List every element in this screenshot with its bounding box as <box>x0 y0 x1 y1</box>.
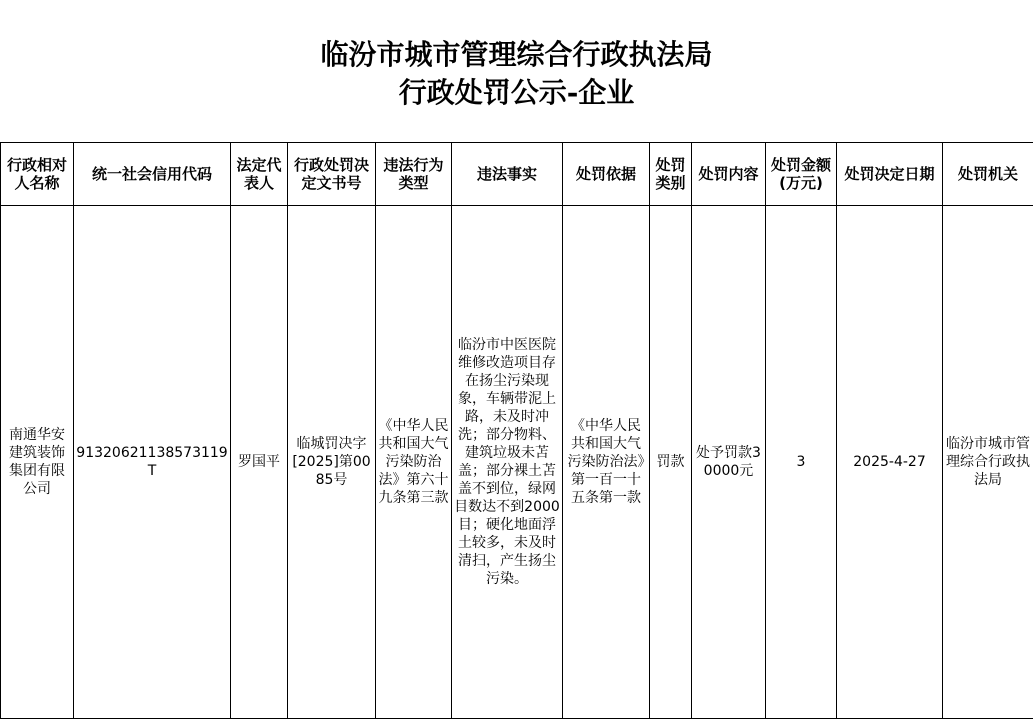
cell-decision-document-number: 临城罚决字[2025]第0085号 <box>288 206 376 719</box>
table-row <box>1 206 1033 719</box>
cell-party-name: 南通华安建筑装饰集团有限公司 <box>1 206 74 719</box>
cell-penalty-basis: 《中华人民共和国大气污染防治法》第一百一十五条第一款 <box>563 206 650 719</box>
header-violation-type: 违法行为类型 <box>376 143 452 206</box>
cell-credit-code: 91320621138573119T <box>74 206 231 719</box>
header-penalty-content: 处罚内容 <box>692 143 766 206</box>
cell-decision-date: 2025-4-27 <box>837 206 943 719</box>
header-penalty-authority: 处罚机关 <box>943 143 1033 206</box>
header-penalty-amount: 处罚金额(万元) <box>766 143 837 206</box>
page-title: 临汾市城市管理综合行政执法局 <box>320 38 713 71</box>
header-violation-facts: 违法事实 <box>452 143 563 206</box>
cell-violation-type: 《中华人民共和国大气污染防治法》第六十九条第三款 <box>376 206 452 719</box>
cell-penalty-authority: 临汾市城市管理综合行政执法局 <box>943 206 1033 719</box>
cell-penalty-content: 处予罚款30000元 <box>692 206 766 719</box>
table-header-row <box>1 143 1033 206</box>
page-subtitle: 行政处罚公示-企业 <box>398 76 635 109</box>
cell-violation-facts: 临汾市中医医院维修改造项目存在扬尘污染现象，车辆带泥上路，未及时冲洗；部分物料、建筑垃圾未苫盖；部分裸土苫盖不到位，绿网目数达不到2000目；硬化地面浮土较多，未及时清扫，产生扬尘污染。 <box>452 206 563 719</box>
header-penalty-category: 处罚类别 <box>650 143 692 206</box>
header-party-name: 行政相对人名称 <box>1 143 74 206</box>
header-legal-representative: 法定代表人 <box>231 143 288 206</box>
header-credit-code: 统一社会信用代码 <box>74 143 231 206</box>
penalty-table <box>0 142 1033 719</box>
header-decision-date: 处罚决定日期 <box>837 143 943 206</box>
header-penalty-basis: 处罚依据 <box>563 143 650 206</box>
cell-penalty-category: 罚款 <box>650 206 692 719</box>
page-header <box>0 0 1033 142</box>
cell-penalty-amount: 3 <box>766 206 837 719</box>
cell-legal-representative: 罗国平 <box>231 206 288 719</box>
header-decision-document-number: 行政处罚决定文书号 <box>288 143 376 206</box>
